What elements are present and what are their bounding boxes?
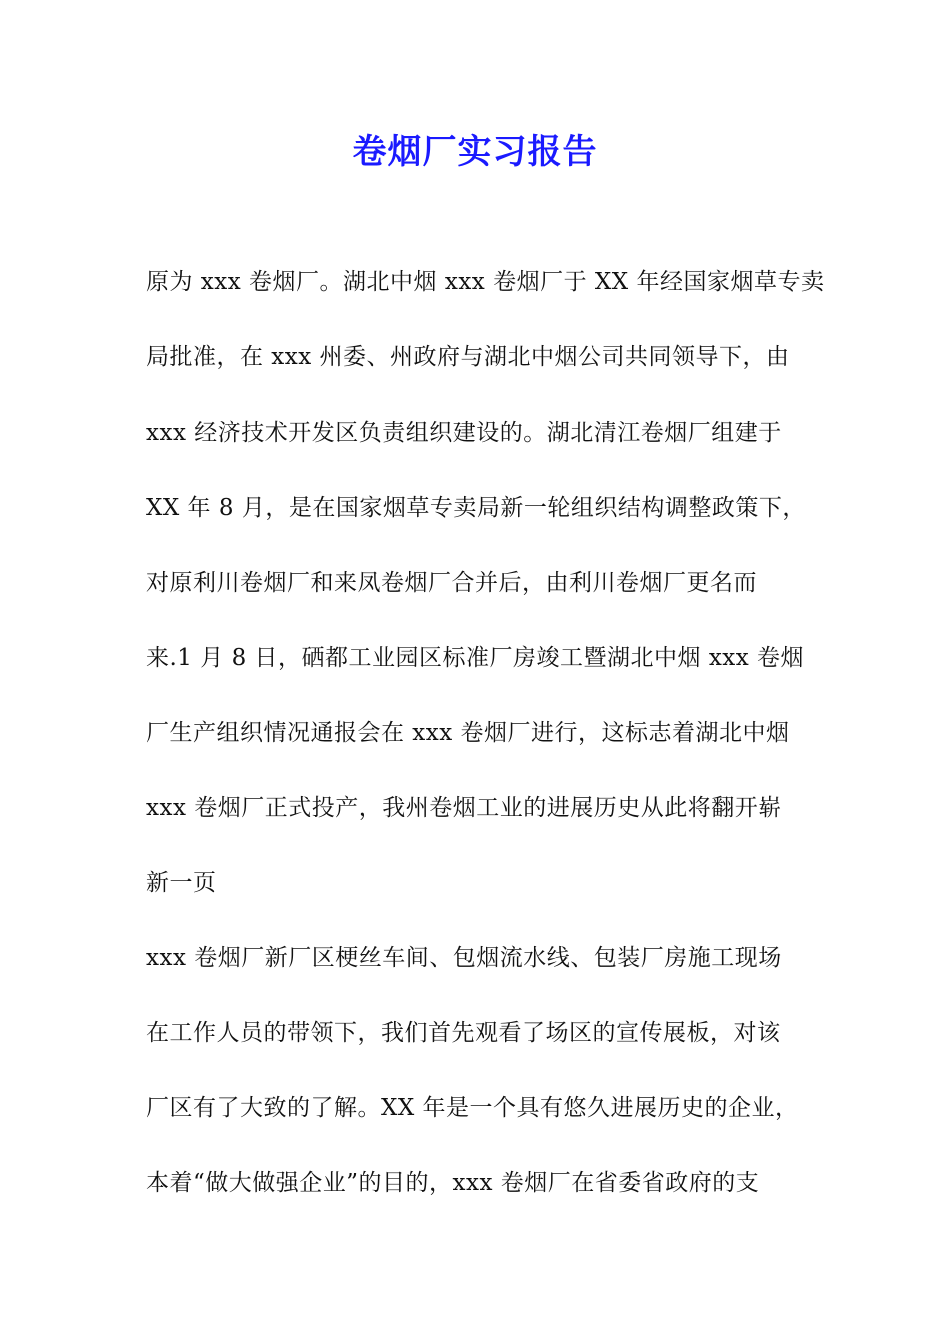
paragraph-line: 在工作人员的带领下，我们首先观看了场区的宣传展板，对该: [146, 1020, 781, 1046]
paragraph-line: 厂生产组织情况通报会在 xxx 卷烟厂进行，这标志着湖北中烟: [146, 720, 790, 746]
paragraph-line: XX 年 8 月，是在国家烟草专卖局新一轮组织结构调整政策下，: [146, 495, 806, 521]
paragraph-line: 原为 xxx 卷烟厂。湖北中烟 xxx 卷烟厂于 XX 年经国家烟草专卖: [146, 269, 825, 295]
paragraph-line: 对原利川卷烟厂和来凤卷烟厂合并后，由利川卷烟厂更名而: [146, 570, 757, 596]
document-title: 卷烟厂实习报告: [352, 132, 598, 172]
paragraph-line: 本着“做大做强企业”的目的，xxx 卷烟厂在省委省政府的支: [146, 1170, 760, 1196]
paragraph-line: 局批准，在 xxx 州委、州政府与湖北中烟公司共同领导下，由: [146, 344, 790, 370]
paragraph-line: 厂区有了大致的了解。XX 年是一个具有悠久进展历史的企业，: [146, 1095, 799, 1121]
paragraph-line: 新一页: [146, 870, 217, 896]
paragraph-line: xxx 经济技术开发区负责组织建设的。湖北清江卷烟厂组建于: [146, 420, 782, 446]
paragraph-line: xxx 卷烟厂正式投产，我州卷烟工业的进展历史从此将翻开崭: [146, 795, 782, 821]
paragraph-line: xxx 卷烟厂新厂区梗丝车间、包烟流水线、包装厂房施工现场: [146, 945, 782, 971]
paragraph-line: 来.1 月 8 日，硒都工业园区标准厂房竣工暨湖北中烟 xxx 卷烟: [146, 645, 805, 671]
